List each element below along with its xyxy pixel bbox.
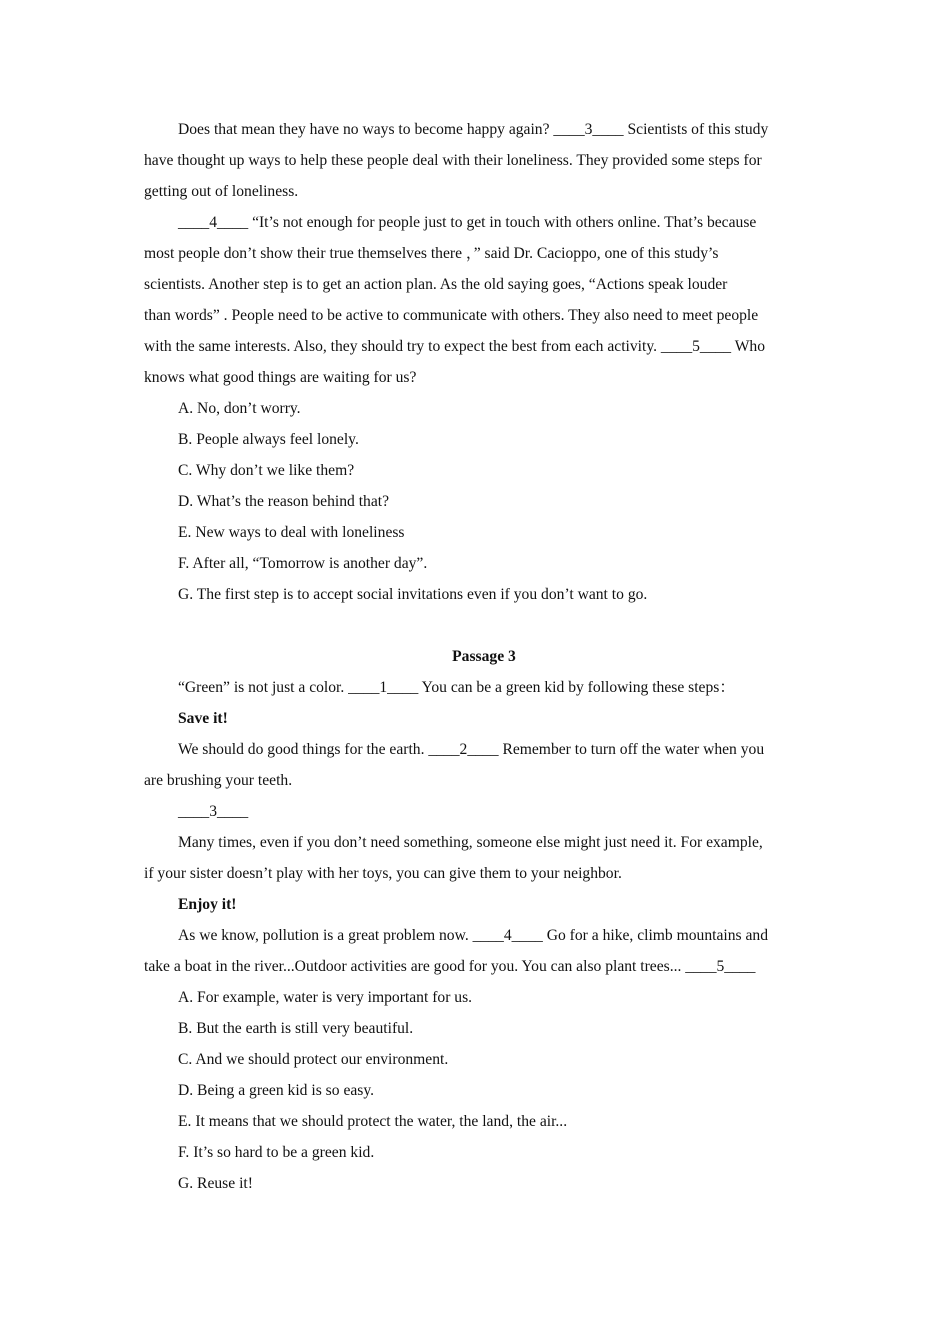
p3-reuse-line-1: Many times, even if you don’t need something, someone else might just need it. For example, (178, 834, 763, 851)
p3-intro: “Green” is not just a color. ____1____ You can be a green kid by following these steps： (178, 679, 735, 696)
p2-para3-line-3: getting out of loneliness. (144, 183, 299, 200)
p2-para3-line-1: Does that mean they have no ways to become happy again? ____3____ Scientists of this study (178, 121, 769, 138)
p3-option-c: C. And we should protect our environment. (178, 1051, 449, 1068)
p3-enjoy-heading: Enjoy it! (178, 896, 237, 913)
p3-option-d: D. Being a green kid is so easy. (178, 1082, 375, 1099)
p3-option-g: G. Reuse it! (178, 1175, 253, 1192)
spacer (144, 610, 824, 641)
p2-para4-line-1: ____4____ “It’s not enough for people just to get in touch with others online. That’s because (178, 214, 757, 231)
p3-reuse-line-2: if your sister doesn’t play with her toys, you can give them to your neighbor. (144, 865, 622, 882)
p3-blank-3: ____3____ (178, 803, 249, 820)
p3-save-line-1: We should do good things for the earth. ____2____ Remember to turn off the water when you (178, 741, 765, 758)
p2-option-d: D. What’s the reason behind that? (178, 493, 390, 510)
p3-option-f: F. It’s so hard to be a green kid. (178, 1144, 375, 1161)
p2-para4-line-6: knows what good things are waiting for us? (144, 369, 417, 386)
p3-option-e: E. It means that we should protect the water, the land, the air... (178, 1113, 568, 1130)
p2-option-a: A. No, don’t worry. (178, 400, 301, 417)
p2-option-b: B. People always feel lonely. (178, 431, 359, 448)
p3-save-line-2: are brushing your teeth. (144, 772, 293, 789)
p2-para4-line-3: scientists. Another step is to get an action plan. As the old saying goes, “Actions speak louder (144, 276, 728, 293)
p3-option-b: B. But the earth is still very beautiful. (178, 1020, 414, 1037)
p3-enjoy-line-2: take a boat in the river...Outdoor activities are good for you. You can also plant trees... ____5____ (144, 958, 756, 975)
p2-para4-line-2: most people don’t show their true themselves there ，” said Dr. Cacioppo, one of this study’s (144, 245, 719, 262)
p3-option-a: A. For example, water is very important for us. (178, 989, 473, 1006)
document-page (144, 114, 824, 1199)
p2-para4-line-4: than words” . People need to be active to communicate with others. They also need to meet people (144, 307, 759, 324)
p2-option-g: G. The first step is to accept social invitations even if you don’t want to go. (178, 586, 648, 603)
p3-enjoy-line-1: As we know, pollution is a great problem now. ____4____ Go for a hike, climb mountains and (178, 927, 769, 944)
passage-3-title: Passage 3 (452, 648, 516, 665)
p2-para4-line-5: with the same interests. Also, they should try to expect the best from each activity. ____5____ Who (144, 338, 766, 355)
p2-option-c: C. Why don’t we like them? (178, 462, 355, 479)
p3-save-heading: Save it! (178, 710, 228, 727)
p2-option-f: F. After all, “Tomorrow is another day”. (178, 555, 428, 572)
p2-para3-line-2: have thought up ways to help these people deal with their loneliness. They provided some steps for (144, 152, 762, 169)
p2-option-e: E. New ways to deal with loneliness (178, 524, 405, 541)
